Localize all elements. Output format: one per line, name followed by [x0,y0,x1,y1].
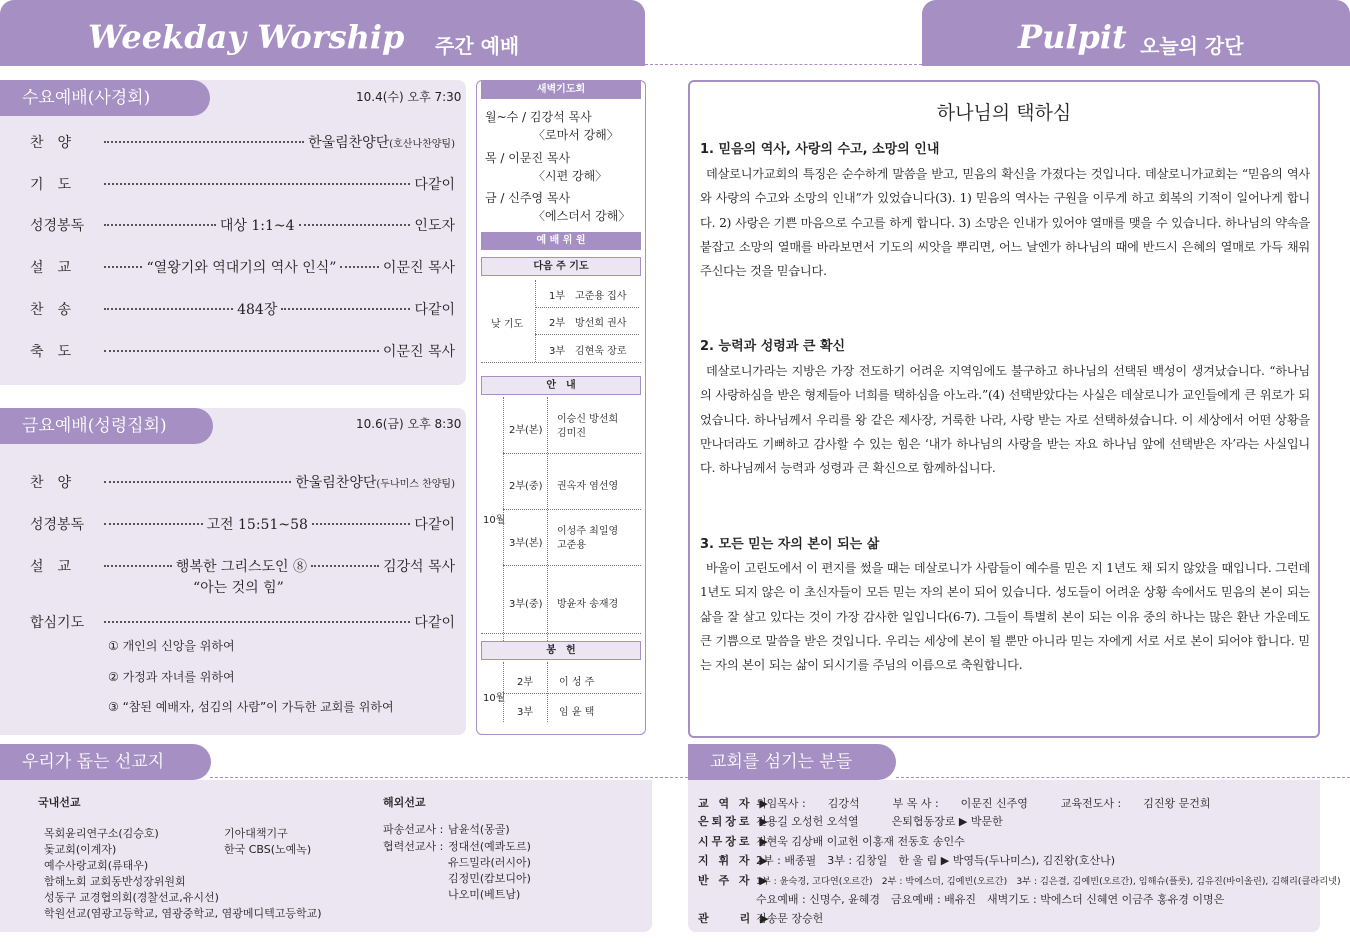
leader-dots [104,481,291,483]
overseas-name: 김정민(캄보디아) [448,872,531,885]
prayer-item: ① 개인의 신앙을 위하여 [108,639,235,653]
leader-dots [104,523,203,525]
next-week-prayer-title: 다음 주 기도 [481,257,641,276]
order-row [30,132,455,152]
guide-part: 3부(본) [509,538,543,549]
noon-part: 1부 [549,291,566,302]
domestic-item: 성동구 교경협의회(경찰선교,유시선) [44,891,219,904]
order-label: 설 교 [30,559,72,575]
offering-part: 2부 [517,677,534,688]
staff-names: 위임목사 : 김강석 부 목 사 : 이문진 신주영 교육전도사 : 김진왕 문건희 [756,797,1211,810]
wednesday-datetime: 10.4(수) 오후 7:30 [356,90,462,104]
order-label: 찬 양 [30,475,72,491]
noon-part: 3부 [549,346,566,357]
info-sidebar [476,80,646,735]
order-label: 기 도 [30,177,72,193]
order-value: 이문진 목사 [382,260,455,276]
leader-dots [104,266,142,268]
domestic-item: 한국 CBS(노예녹) [224,843,312,856]
sermon-paragraph: 데살로니가교회의 특징은 순수하게 말씀을 받고, 믿음의 확신을 가졌다는 것입니다. 데살로니가교회는 “믿음의 역사와 사랑의 수고와 소망의 인내”가 있었습니다(3). 1) 믿음의 역사는 구원을 이루게 하고 회복의 기적이 일어나게 합니다. 2) 사랑은 기쁜 마음으로 수고를 하게 합니다. 3) 소망은 인내가 있어야 열매를 맺을 수 있습니다. 하나님의 약속을 붙잡고 소망의 열매를 바라보면서 기도의 씨앗을 뿌리면, 어느 날엔가 하나님의 때에 반드시 은혜의 열매로 가득 채워 주신다는 것을 믿습니다. [700,167,1310,279]
divider [503,693,641,694]
order-detail: “열왕기와 역대기의 역사 인식” [146,260,337,276]
dawn-prayer-book: 〈시편 강해〉 [533,169,608,183]
order-value: 다같이 [414,302,456,318]
staff-row [698,852,1115,868]
sermon-heading: 2. 능력과 성령과 큰 확신 [700,339,846,354]
noon-name: 고준용 집사 [575,291,627,302]
leader-dots [299,224,411,226]
leader-dots [104,350,379,352]
order-label: 찬 양 [30,135,72,151]
order-detail: 대상 1:1~4 [219,218,295,234]
guide-name: 이승신 방선희 김미진 [557,414,619,439]
order-label: 찬 송 [30,302,72,318]
overseas-name: 유드밀라(러시아) [448,856,531,869]
leader-dots [104,308,233,310]
staff-role: 시무장로 ▶ [698,835,771,848]
order-value: 한울림찬양단 [295,475,377,491]
overseas-name: 정대선(예콰도르) [448,840,531,853]
dawn-prayer-item: 월~수 / 김강석 목사 [485,110,592,124]
staff-role: 관 리 ▶ [698,912,772,925]
divider [503,662,504,722]
order-row [30,472,455,492]
leader-dots [104,621,410,623]
guide-name: 이성주 최일영 고준용 [557,526,619,551]
divider [503,397,504,641]
order-detail: 484장 [237,302,278,318]
order-value: 다같이 [414,177,455,193]
order-value-note: (호산나찬양팀) [389,139,455,150]
staff-role: 지 휘 자 ▶ [698,854,771,867]
offering-part: 3부 [517,707,534,718]
leader-dots [312,523,411,525]
guide-title: 안 내 [481,376,641,395]
noon-name: 방선희 권사 [575,318,627,329]
sermon-heading: 1. 믿음의 역사, 사랑의 수고, 소망의 인내 [700,142,940,157]
staff-names: 수요예배 : 신명수, 윤혜경 금요예배 : 배유진 새벽기도 : 박에스더 신혜연 이금주 홍유경 이명은 [756,893,1225,906]
offering-name: 이 성 주 [559,677,595,688]
noon-part: 2부 [549,318,566,329]
staff-names: 전용길 오성헌 오석열 은퇴협동장로 ▶ 박문한 [756,815,1003,828]
overseas-name: 나오미(베트남) [448,888,521,901]
staff-names: 2부 : 배종필 3부 : 김창일 한 울 림 ▶ 박영득(두나미스), 김진왕(호산나) [756,854,1116,867]
friday-datetime: 10.6(금) 오후 8:30 [356,417,462,431]
dawn-prayer-book: 〈로마서 강해〉 [533,128,619,142]
sermon-title: 하나님의 택하심 [936,102,1072,124]
order-value: 다같이 [414,615,455,631]
sermon-panel [688,80,1320,738]
overseas-title: 해외선교 [383,796,426,809]
order-label: 성경봉독 [30,218,85,234]
divider [503,453,641,454]
domestic-item: 예수사랑교회(류태우) [44,859,149,872]
guide-name: 권옥자 염선영 [557,481,619,492]
staff-role: 교 역 자 ▶ [698,797,771,810]
staff-row [698,813,1003,829]
divider [481,633,641,634]
staff-names: 김현욱 김상배 이교헌 이홍재 전동호 송인수 [756,835,965,848]
sermon-paragraph: 바울이 고린도에서 이 편지를 썼을 때는 데살로니가 사람들이 예수를 믿은 지 1년도 채 되지 않았을 때입니다. 그런데 1년도 되지 않은 이 초신자들이 모든 믿는 자의 본이 되어 있습니다. 성도들이 어려운 상황 속에서도 믿음의 본이 되는 삶을 잘 살고 있다는 것이 가장 감사한 일입니다(6-7). 그들이 특별히 본이 되는 이유 중의 하나는 많은 환난 가운데도 큰 기쁨으로 말씀을 받은 것입니다. 우리는 세상에 본이 될 뿐만 아니라 믿는 자에게 서로 서로 본이 되어야 합니다. 믿는 자의 본이 되는 삶이 되시기를 주님의 이름으로 축원합니다. [700,561,1310,673]
weekday-subtitle: 주간 예배 [435,34,520,58]
guide-part: 2부(중) [509,481,543,492]
divider [535,334,639,335]
divider [547,397,548,641]
staff-row [698,891,1224,907]
guide-month: 10월 [483,515,506,526]
divider [535,307,639,308]
sermon-paragraph: 데살로니가라는 지방은 가장 전도하기 어려운 지역임에도 불구하고 하나님의 선택된 백성이 생겨났습니다. “하나님의 사랑하심을 받은 형제들아 너희를 택하심을 아노라.”(4) 선택받았다는 사실은 데살로니가 교인들에게 큰 위로가 되었습니다. 하나님께서 우리를 왕 같은 제사장, 거룩한 나라, 사랑 받는 자로 선택하셨습니다. 이 세상에서 어떤 상황을 만나더라도 기뻐하고 감사할 수 있는 힘은 ‘내가 하나님의 사랑을 받는 자요 하나님 앞에 선택받은 자’라는 사실입니다. 하나님께서 능력과 성령과 큰 확신으로 함께하십니다. [700,364,1310,476]
missions-divider [210,777,688,778]
leader-dots [104,183,410,185]
leader-dots [311,565,379,567]
guide-part: 2부(본) [509,425,543,436]
order-value: 이문진 목사 [382,344,455,360]
order-row [30,556,455,576]
order-row [30,257,455,277]
staff-role: 은퇴장로 ▶ [698,815,771,828]
missions-title: 우리가 돕는 선교지 [0,744,211,780]
wednesday-title: 수요예배(사경회) [0,80,210,116]
guide-part: 3부(중) [509,599,543,610]
order-row [30,215,455,235]
domestic-item: 기아대책기구 [224,827,288,840]
order-label: 합심기도 [30,615,85,631]
dawn-prayer-item: 목 / 이문진 목사 [485,151,571,165]
domestic-item: 돛교회(이계자) [44,843,117,856]
offering-month: 10월 [483,693,506,704]
staff-names: 김송문 장승헌 [756,912,824,925]
staff-role: 반 주 자 ▶ [698,874,771,887]
pulpit-subtitle: 오늘의 강단 [1140,34,1244,58]
committee-title: 예 배 위 원 [481,232,641,250]
order-row [30,612,455,632]
order-label: 성경봉독 [30,517,85,533]
friday-title: 금요예배(성령집회) [0,408,213,444]
order-value-note: (두나미스 찬양팀) [376,479,455,490]
staff-divider [896,777,1350,778]
order-detail: 고전 15:51~58 [206,517,308,533]
overseas-label: 협력선교사 : [383,840,444,853]
prayer-item: ③ “참된 예배자, 섬김의 사람”이 가득한 교회를 위하여 [108,700,394,714]
order-row [30,174,455,194]
offering-name: 임 윤 택 [559,707,595,718]
staff-row [698,910,823,926]
friday-sermon-subtitle: “아는 것의 힘” [193,580,284,596]
noon-name: 김현욱 장로 [575,346,627,357]
divider [535,280,536,362]
guide-name: 방윤자 송재경 [557,599,619,610]
staff-row [698,872,1341,888]
order-row [30,341,455,361]
order-label: 축 도 [30,344,72,360]
order-detail: 행복한 그리스도인 ⑧ [175,559,308,575]
order-value: 한울림찬양단 [308,135,390,151]
staff-names: 1부 : 윤숙경, 고다연(오르간) 2부 : 박에스더, 김예빈(오르간) 3부 : 김은결, 김예빈(오르간), 임해슈(플룻), 김유진(바이올린), 김해리(클라리넷) [756,876,1341,887]
leader-dots [281,308,410,310]
staff-title: 교회를 섬기는 분들 [688,744,896,780]
staff-row [698,833,965,849]
dawn-prayer-title: 새벽기도회 [481,81,641,99]
divider [503,509,641,510]
pulpit-header-tab [922,0,1350,66]
dawn-prayer-item: 금 / 신주영 목사 [485,191,571,205]
overseas-name: 남윤석(몽골) [448,823,510,836]
order-value: 다같이 [414,517,455,533]
order-value: 인도자 [414,218,455,234]
domestic-title: 국내선교 [38,796,81,809]
domestic-item: 학원선교(염광고등학교, 염광중학교, 염광메디텍고등학교) [44,907,322,920]
overseas-label: 파송선교사 : [383,823,444,836]
dawn-prayer-book: 〈에스더서 강해〉 [533,209,631,223]
order-label: 설 교 [30,260,72,276]
leader-dots [340,266,378,268]
order-value: 김강석 목사 [382,559,456,575]
order-row [30,514,455,534]
divider [547,662,548,722]
leader-dots [104,565,172,567]
offering-title: 봉 헌 [481,641,641,660]
leader-dots [104,141,304,143]
sermon-heading: 3. 모든 믿는 자의 본이 되는 삶 [700,537,880,552]
header-divider [645,64,922,65]
domestic-item: 목회윤리연구소(김승호) [44,827,159,840]
divider [503,565,641,566]
domestic-item: 함해노회 교회동반성장위원회 [44,875,186,888]
order-row [30,299,455,319]
staff-row [698,795,1211,811]
leader-dots [104,224,216,226]
noon-prayer-label: 낮 기도 [491,319,524,330]
pulpit-title: Pulpit [1018,18,1127,56]
prayer-item: ② 가정과 자녀를 위하여 [108,670,235,684]
divider [481,362,641,363]
weekday-title: Weekday Worship [88,18,405,56]
